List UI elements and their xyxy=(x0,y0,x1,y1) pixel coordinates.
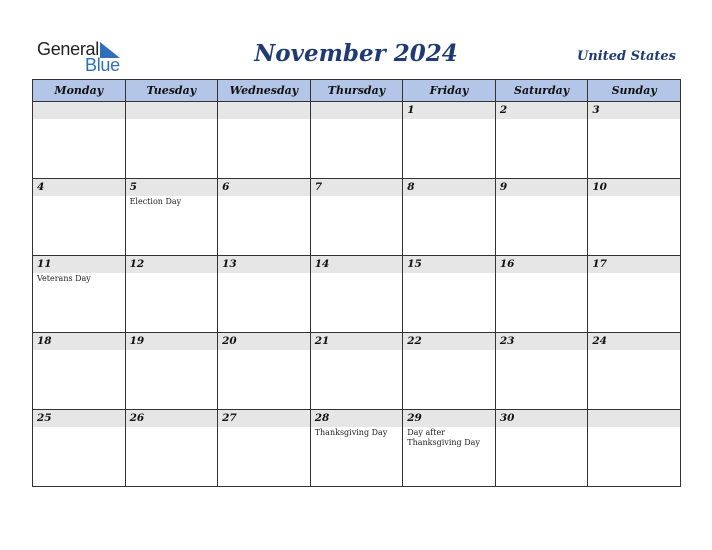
day-cell xyxy=(125,102,218,179)
holiday-label: Election Day xyxy=(129,197,182,206)
day-number: 23 xyxy=(496,333,588,350)
day-cell xyxy=(588,410,681,487)
calendar-title: November 2024 xyxy=(254,40,458,67)
day-number: 17 xyxy=(588,256,680,273)
day-number: 19 xyxy=(126,333,218,350)
day-cell xyxy=(495,102,588,179)
day-number xyxy=(218,102,310,119)
day-number: 5 xyxy=(126,179,218,196)
day-cell xyxy=(403,179,496,256)
day-cell xyxy=(495,256,588,333)
weekday-header: Saturday xyxy=(495,80,588,102)
day-cell xyxy=(403,333,496,410)
day-cell xyxy=(125,333,218,410)
day-cell xyxy=(495,410,588,487)
day-cell xyxy=(588,333,681,410)
weekday-header: Friday xyxy=(403,80,496,102)
day-number: 25 xyxy=(33,410,125,427)
day-cell xyxy=(125,179,218,256)
day-number xyxy=(33,102,125,119)
weekday-header: Thursday xyxy=(310,80,403,102)
day-number: 21 xyxy=(311,333,403,350)
calendar-grid xyxy=(32,79,681,487)
week-row xyxy=(33,410,681,487)
day-number: 10 xyxy=(588,179,680,196)
holiday-label: Day after Thanksgiving Day xyxy=(407,428,480,447)
day-number: 22 xyxy=(403,333,495,350)
day-cell xyxy=(33,333,126,410)
day-number: 9 xyxy=(496,179,588,196)
day-cell xyxy=(310,333,403,410)
day-number: 12 xyxy=(126,256,218,273)
day-cell xyxy=(495,333,588,410)
day-number: 7 xyxy=(311,179,403,196)
day-number: 4 xyxy=(33,179,125,196)
day-number xyxy=(311,102,403,119)
day-number: 18 xyxy=(33,333,125,350)
day-number: 30 xyxy=(496,410,588,427)
week-row xyxy=(33,179,681,256)
day-cell xyxy=(33,102,126,179)
day-cell xyxy=(588,179,681,256)
country-label: United States xyxy=(576,49,676,64)
day-number: 29 xyxy=(403,410,495,427)
day-cell xyxy=(588,102,681,179)
day-number: 27 xyxy=(218,410,310,427)
day-number: 24 xyxy=(588,333,680,350)
day-cell xyxy=(403,410,496,487)
day-cell xyxy=(310,256,403,333)
weekday-header-row xyxy=(33,80,681,102)
day-cell xyxy=(310,410,403,487)
week-row xyxy=(33,102,681,179)
day-number: 20 xyxy=(218,333,310,350)
day-cell xyxy=(310,102,403,179)
weekday-header: Wednesday xyxy=(218,80,311,102)
weekday-header: Monday xyxy=(33,80,126,102)
day-cell xyxy=(403,102,496,179)
day-cell xyxy=(495,179,588,256)
day-cell xyxy=(218,102,311,179)
week-row xyxy=(33,333,681,410)
day-number: 16 xyxy=(496,256,588,273)
day-number: 13 xyxy=(218,256,310,273)
day-number: 28 xyxy=(311,410,403,427)
day-cell xyxy=(125,256,218,333)
day-cell xyxy=(33,179,126,256)
day-cell xyxy=(403,256,496,333)
weekday-header: Tuesday xyxy=(125,80,218,102)
holiday-label: Thanksgiving Day xyxy=(314,428,388,437)
week-row xyxy=(33,256,681,333)
weekday-header: Sunday xyxy=(588,80,681,102)
day-number: 3 xyxy=(588,102,680,119)
logo-text-general: General xyxy=(37,39,99,59)
day-number xyxy=(126,102,218,119)
day-number: 11 xyxy=(33,256,125,273)
day-cell xyxy=(33,410,126,487)
day-cell xyxy=(33,256,126,333)
day-number: 6 xyxy=(218,179,310,196)
day-cell xyxy=(218,256,311,333)
day-cell xyxy=(218,333,311,410)
day-cell xyxy=(218,179,311,256)
logo-text-blue: Blue xyxy=(85,55,120,75)
day-number: 26 xyxy=(126,410,218,427)
day-number: 2 xyxy=(496,102,588,119)
day-number xyxy=(588,410,680,427)
day-number: 15 xyxy=(403,256,495,273)
day-number: 14 xyxy=(311,256,403,273)
day-cell xyxy=(218,410,311,487)
holiday-label: Veterans Day xyxy=(37,274,91,283)
day-cell xyxy=(588,256,681,333)
day-number: 8 xyxy=(403,179,495,196)
day-cell xyxy=(125,410,218,487)
day-cell xyxy=(310,179,403,256)
day-number: 1 xyxy=(403,102,495,119)
